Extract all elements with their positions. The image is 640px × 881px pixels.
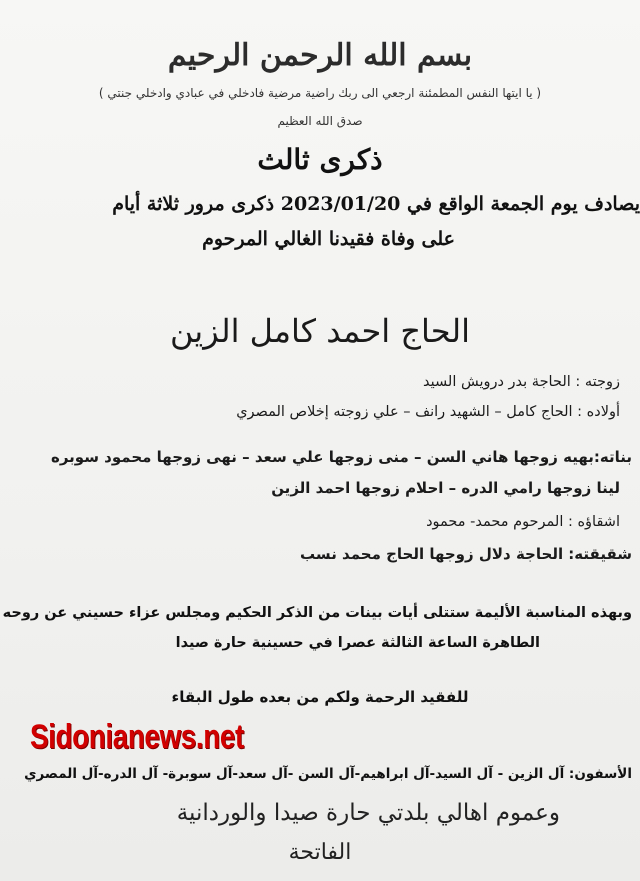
announcement-line-1: يصادف يوم الجمعة الواقع في 2023/01/20 ذكرى مرور ثلاثة أيام [112, 193, 640, 215]
sadaqa-line: صدق الله العظيم [277, 114, 363, 128]
quran-verse: ( يا ايتها النفس المطمئنة ارجعي الى ربك راضية مرضية فادخلي في عبادي وادخلي جنتي ) [98, 86, 542, 100]
mourners-list: الأسفون: آل الزين - آل السيد-آل ابراهيم-آل السن -آل سعد-آل سوبرة- آل الدره-آل المصري [24, 766, 632, 782]
deceased-name: الحاج احمد كامل الزين [169, 312, 471, 350]
occasion-line-1: وبهذه المناسبة الأليمة ستتلى أيات بينات من الذكر الحكيم ومجلس عزاء حسيني عن روحه [2, 605, 632, 621]
page-title: ذكرى ثالث [257, 143, 383, 176]
condolence-line: للفقيد الرحمة ولكم من بعده طول البقاء [171, 688, 469, 706]
announcement-line-2: على وفاة فقيدنا الغالي المرحوم [202, 228, 455, 250]
family-brothers: اشقاؤه : المرحوم محمد- محمود [426, 514, 620, 530]
closing-fatiha: الفاتحة [288, 840, 352, 865]
occasion-line-2: الطاهرة الساعة الثالثة عصرا في حسينية حارة صيدا [175, 635, 540, 651]
site-watermark: Sidonianews.net [30, 718, 244, 756]
basmala-heading: بسم الله الرحمن الرحيم [167, 38, 473, 73]
family-children: أولاده : الحاج كامل – الشهيد رانف – علي زوجته إخلاص المصري [236, 404, 620, 420]
family-daughters-line-1: بناته:بهيه زوجها هاني السن – منى زوجها علي سعد – نهى زوجها محمود سوبره [50, 448, 632, 466]
family-daughters-line-2: لينا زوجها رامي الدره – احلام زوجها احمد الزين [271, 479, 620, 497]
towns-line: وعموم اهالي بلدتي حارة صيدا والوردانية [176, 800, 560, 826]
family-wife: زوجته : الحاجة بدر درويش السيد [422, 374, 620, 390]
family-sister: شقيقته: الحاجة دلال زوجها الحاج محمد نسب [300, 545, 632, 563]
